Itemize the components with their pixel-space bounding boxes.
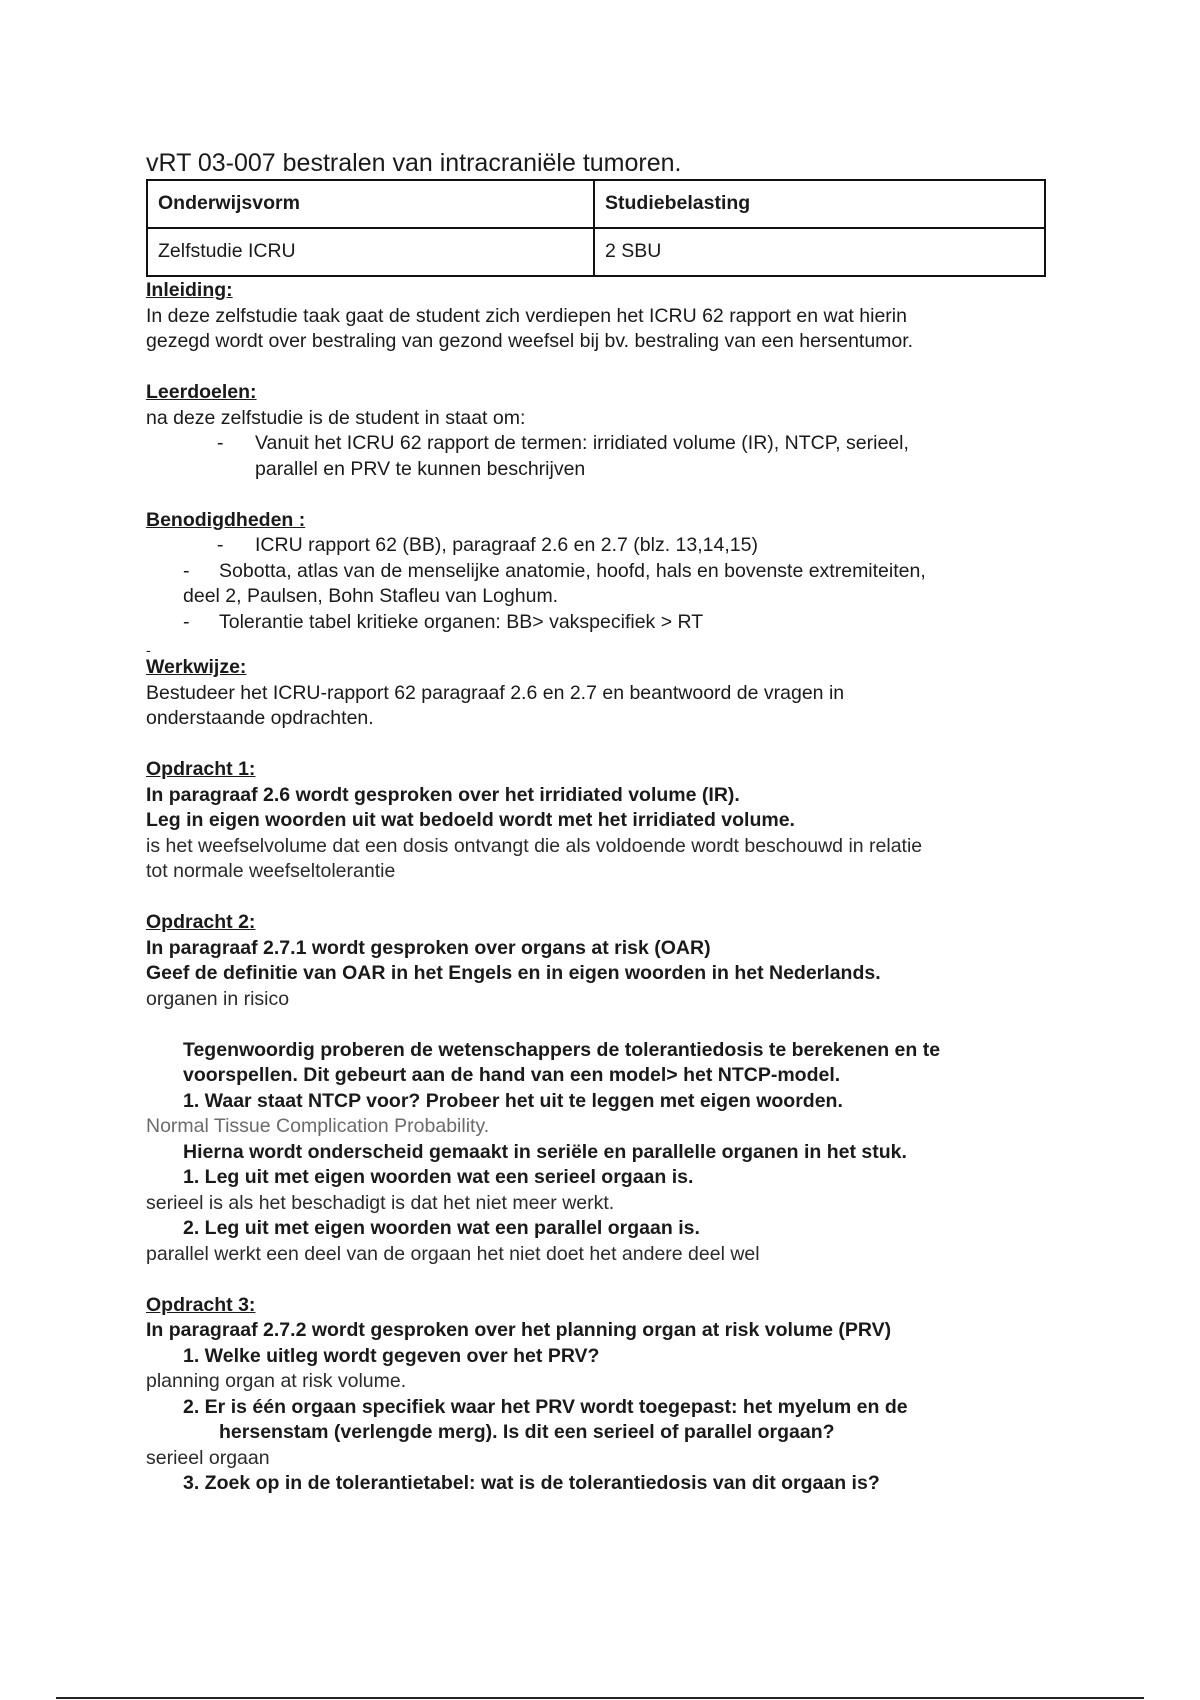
opdracht1-heading: Opdracht 1:: [146, 758, 256, 780]
dash-marker: -: [217, 432, 224, 454]
dash-marker: -: [183, 559, 190, 582]
table-cell-onderwijsvorm: Zelfstudie ICRU: [147, 228, 594, 276]
table-header-row: [147, 180, 1045, 228]
table-row: [147, 228, 1045, 276]
inleiding-line: gezegd wordt over bestraling van gezond weefsel bij bv. bestraling van een hersentumor.: [146, 330, 914, 352]
benodigdheden-item-2: [146, 559, 1046, 585]
benodigdheden-item-text: ICRU rapport 62 (BB), paragraaf 2.6 en 2.7 (blz. 13,14,15): [255, 534, 758, 556]
serieel-answer: serieel is als het beschadigt is dat het niet meer werkt.: [146, 1191, 615, 1214]
opdracht2-question: Geef de definitie van OAR in het Engels en in eigen woorden in het Nederlands.: [146, 962, 881, 984]
benodigdheden-item-1: [146, 533, 1046, 559]
ntcp-intro: voorspellen. Dit gebeurt aan de hand van een model> het NTCP-model.: [183, 1064, 841, 1086]
opdracht1-question: In paragraaf 2.6 wordt gesproken over het irridiated volume (IR).: [146, 783, 740, 806]
orgaan-question-cont: hersenstam (verlengde merg). Is dit een serieel of parallel orgaan?: [219, 1421, 835, 1443]
serieel-question: 1. Leg uit met eigen woorden wat een serieel orgaan is.: [183, 1166, 694, 1188]
orgaan-answer: serieel orgaan: [146, 1446, 270, 1469]
parallel-question: 2. Leg uit met eigen woorden wat een parallel orgaan is.: [183, 1217, 700, 1239]
opdracht1-question: Leg in eigen woorden uit wat bedoeld wordt met het irridiated volume.: [146, 809, 795, 831]
ntcp-answer: Normal Tissue Complication Probability.: [146, 1115, 490, 1137]
dash-marker: -: [183, 610, 190, 633]
benodigdheden-item-3: [146, 610, 1046, 636]
document-page: [146, 148, 1046, 1497]
inleiding-line: In deze zelfstudie taak gaat de student zich verdiepen het ICRU 62 rapport en wat hierin: [146, 304, 907, 327]
prv-question: 1. Welke uitleg wordt gegeven over het PRV?: [183, 1344, 600, 1367]
footer-divider: [56, 1697, 1144, 1699]
werkwijze-line: Bestudeer het ICRU-rapport 62 paragraaf 2.6 en 2.7 en beantwoord de vragen in: [146, 681, 845, 704]
table-header-onderwijsvorm: Onderwijsvorm: [147, 180, 594, 228]
tolerantie-question: 3. Zoek op in de tolerantietabel: wat is de tolerantiedosis van dit orgaan is?: [183, 1472, 880, 1494]
table-header-studiebelasting: Studiebelasting: [594, 180, 1045, 228]
parallel-answer: parallel werkt een deel van de orgaan het niet doet het andere deel wel: [146, 1242, 760, 1265]
leerdoelen-heading: Leerdoelen:: [146, 381, 257, 403]
opdracht2-question: In paragraaf 2.7.1 wordt gesproken over organs at risk (OAR): [146, 936, 711, 959]
werkwijze-heading: Werkwijze:: [146, 656, 247, 678]
benodigdheden-heading: Benodigdheden :: [146, 508, 306, 531]
opdracht3-heading: Opdracht 3:: [146, 1293, 256, 1316]
opdracht1-answer: tot normale weefseltolerantie: [146, 860, 396, 882]
onderscheid-text: Hierna wordt onderscheid gemaakt in seriële en parallelle organen in het stuk.: [183, 1140, 907, 1163]
leerdoelen-bullet-text: Vanuit het ICRU 62 rapport de termen: irridiated volume (IR), NTCP, serieel,: [255, 432, 909, 454]
document-title: vRT 03-007 bestralen van intracraniële tumoren.: [146, 149, 682, 177]
benodigdheden-item-text: Tolerantie tabel kritieke organen: BB> vakspecifiek > RT: [219, 610, 704, 633]
opdracht2-heading: Opdracht 2:: [146, 911, 256, 933]
inleiding-heading: Inleiding:: [146, 279, 233, 301]
orgaan-question: 2. Er is één orgaan specifiek waar het PRV wordt toegepast: het myelum en de: [183, 1395, 908, 1418]
benodigdheden-item-2-cont: deel 2, Paulsen, Bohn Stafleu van Loghum.: [183, 585, 559, 607]
opdracht3-question: In paragraaf 2.7.2 wordt gesproken over het planning organ at risk volume (PRV): [146, 1319, 892, 1341]
info-table: [146, 179, 1046, 277]
opdracht2-answer: organen in risico: [146, 987, 290, 1010]
stray-mark: -: [146, 642, 151, 658]
werkwijze-line: onderstaande opdrachten.: [146, 707, 374, 729]
benodigdheden-item-text: Sobotta, atlas van de menselijke anatomie, hoofd, hals en bovenste extremiteiten,: [219, 559, 926, 582]
opdracht1-answer: is het weefselvolume dat een dosis ontvangt die als voldoende wordt beschouwd in relatie: [146, 834, 923, 857]
ntcp-question: 1. Waar staat NTCP voor? Probeer het uit te leggen met eigen woorden.: [183, 1089, 843, 1112]
table-cell-studiebelasting: 2 SBU: [594, 228, 1045, 276]
prv-answer: planning organ at risk volume.: [146, 1370, 407, 1392]
ntcp-intro: Tegenwoordig proberen de wetenschappers de tolerantiedosis te berekenen en te: [183, 1038, 941, 1061]
dash-marker: -: [217, 534, 224, 556]
leerdoelen-bullet: [146, 431, 1046, 457]
leerdoelen-intro: na deze zelfstudie is de student in staat om:: [146, 406, 526, 429]
leerdoelen-bullet-cont: parallel en PRV te kunnen beschrijven: [255, 457, 586, 480]
